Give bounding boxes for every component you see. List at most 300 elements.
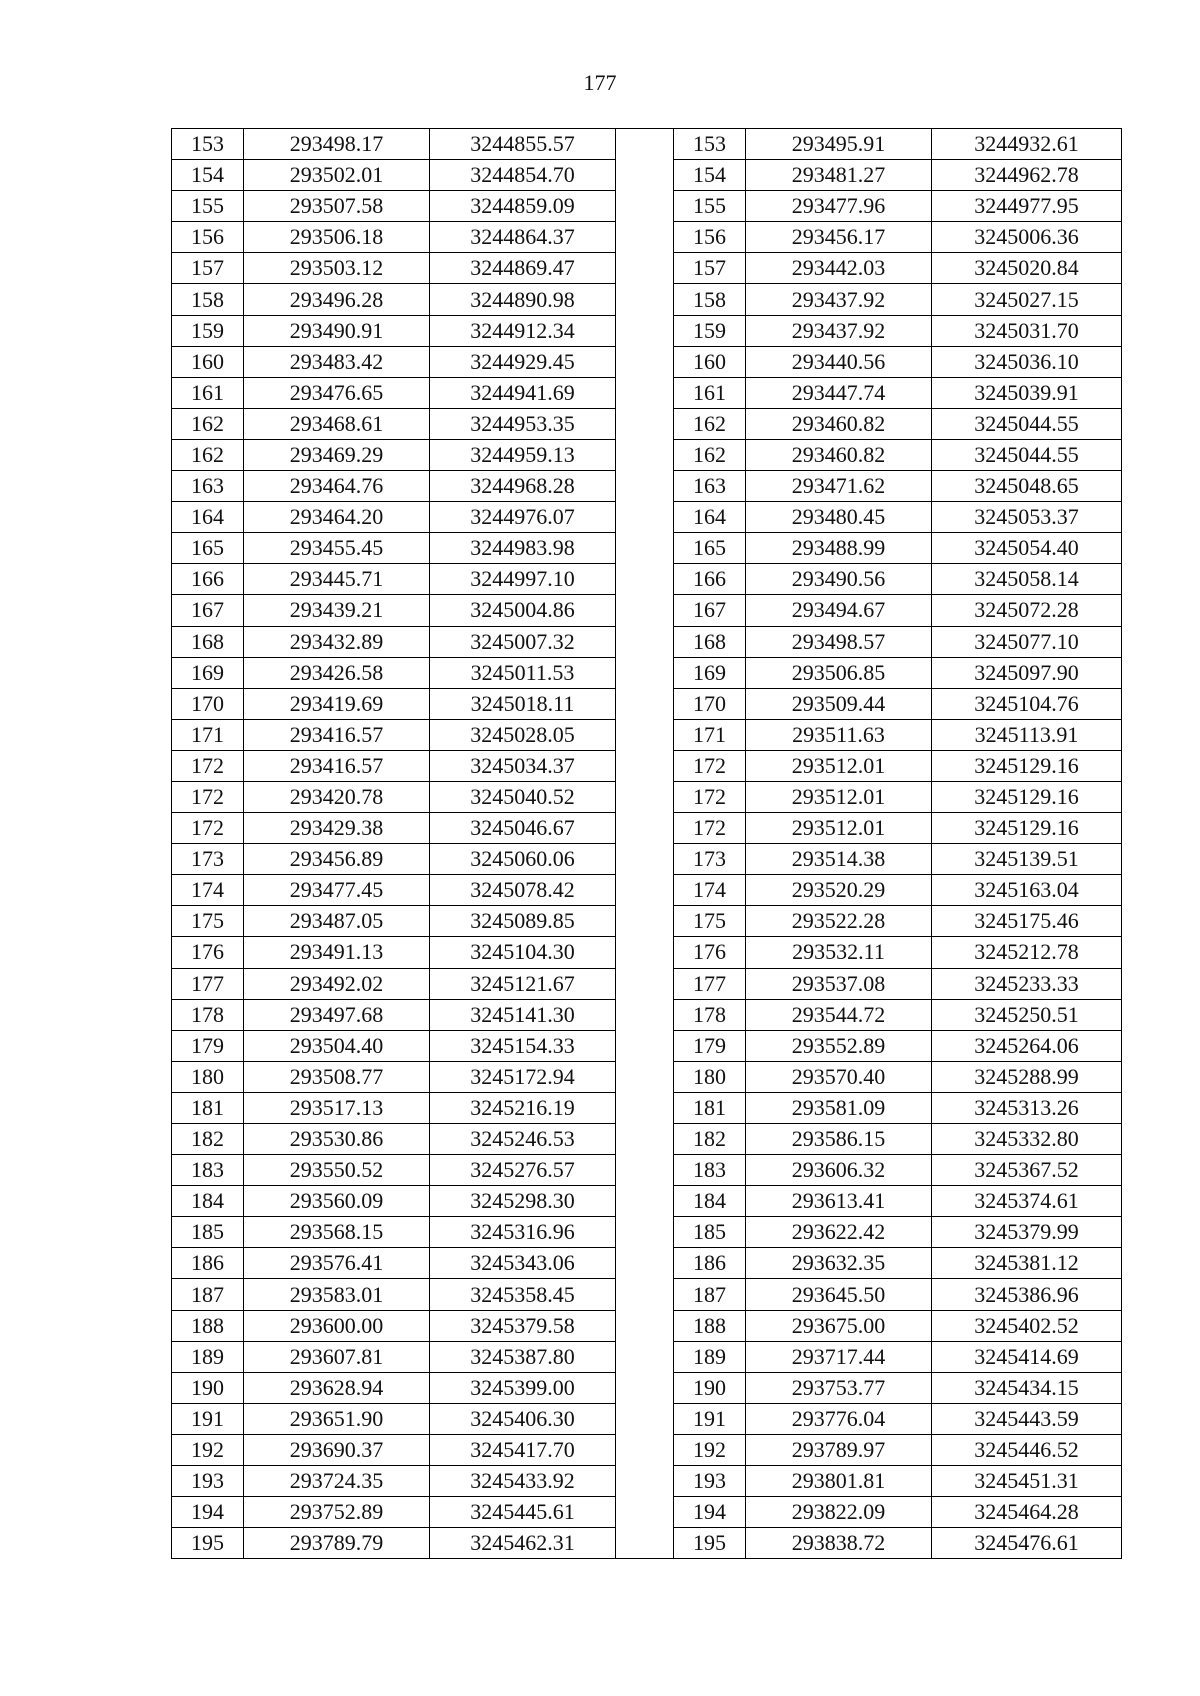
y-coordinate-left: 3244912.34 bbox=[430, 315, 616, 346]
y-coordinate-left: 3245298.30 bbox=[430, 1186, 616, 1217]
column-gap bbox=[616, 1030, 674, 1061]
y-coordinate-left: 3244953.35 bbox=[430, 408, 616, 439]
y-coordinate-right: 3244962.78 bbox=[932, 160, 1122, 191]
point-number-right: 177 bbox=[674, 968, 746, 999]
page-number: 177 bbox=[583, 70, 617, 95]
point-number-left: 169 bbox=[172, 657, 244, 688]
y-coordinate-right: 3245374.61 bbox=[932, 1186, 1122, 1217]
x-coordinate-right: 293537.08 bbox=[746, 968, 932, 999]
x-coordinate-right: 293442.03 bbox=[746, 253, 932, 284]
y-coordinate-left: 3244890.98 bbox=[430, 284, 616, 315]
x-coordinate-right: 293512.01 bbox=[746, 781, 932, 812]
point-number-left: 162 bbox=[172, 439, 244, 470]
column-gap bbox=[616, 1372, 674, 1403]
x-coordinate-right: 293498.57 bbox=[746, 626, 932, 657]
y-coordinate-left: 3245121.67 bbox=[430, 968, 616, 999]
column-gap bbox=[616, 688, 674, 719]
x-coordinate-left: 293476.65 bbox=[244, 377, 430, 408]
y-coordinate-right: 3245039.91 bbox=[932, 377, 1122, 408]
column-gap bbox=[616, 1434, 674, 1465]
column-gap bbox=[616, 222, 674, 253]
point-number-right: 167 bbox=[674, 595, 746, 626]
y-coordinate-left: 3244941.69 bbox=[430, 377, 616, 408]
y-coordinate-left: 3245040.52 bbox=[430, 781, 616, 812]
y-coordinate-right: 3245476.61 bbox=[932, 1528, 1122, 1559]
column-gap bbox=[616, 1403, 674, 1434]
point-number-right: 170 bbox=[674, 688, 746, 719]
point-number-left: 174 bbox=[172, 875, 244, 906]
point-number-left: 192 bbox=[172, 1434, 244, 1465]
table-row bbox=[172, 1497, 1122, 1528]
x-coordinate-left: 293503.12 bbox=[244, 253, 430, 284]
table-row bbox=[172, 315, 1122, 346]
y-coordinate-left: 3245276.57 bbox=[430, 1155, 616, 1186]
x-coordinate-left: 293600.00 bbox=[244, 1310, 430, 1341]
column-gap bbox=[616, 906, 674, 937]
table-row bbox=[172, 626, 1122, 657]
x-coordinate-right: 293437.92 bbox=[746, 284, 932, 315]
x-coordinate-left: 293455.45 bbox=[244, 533, 430, 564]
column-gap bbox=[616, 377, 674, 408]
point-number-left: 168 bbox=[172, 626, 244, 657]
point-number-right: 153 bbox=[674, 129, 746, 160]
table-row bbox=[172, 1466, 1122, 1497]
y-coordinate-left: 3245018.11 bbox=[430, 688, 616, 719]
y-coordinate-left: 3245060.06 bbox=[430, 844, 616, 875]
table-row bbox=[172, 564, 1122, 595]
x-coordinate-right: 293460.82 bbox=[746, 408, 932, 439]
x-coordinate-left: 293508.77 bbox=[244, 1061, 430, 1092]
x-coordinate-left: 293560.09 bbox=[244, 1186, 430, 1217]
column-gap bbox=[616, 1279, 674, 1310]
table-row bbox=[172, 813, 1122, 844]
point-number-left: 163 bbox=[172, 471, 244, 502]
y-coordinate-left: 3244983.98 bbox=[430, 533, 616, 564]
y-coordinate-right: 3245129.16 bbox=[932, 750, 1122, 781]
x-coordinate-left: 293530.86 bbox=[244, 1124, 430, 1155]
point-number-left: 193 bbox=[172, 1466, 244, 1497]
y-coordinate-left: 3244968.28 bbox=[430, 471, 616, 502]
y-coordinate-right: 3245053.37 bbox=[932, 502, 1122, 533]
point-number-right: 185 bbox=[674, 1217, 746, 1248]
x-coordinate-right: 293495.91 bbox=[746, 129, 932, 160]
point-number-left: 177 bbox=[172, 968, 244, 999]
table-row bbox=[172, 439, 1122, 470]
x-coordinate-right: 293789.97 bbox=[746, 1434, 932, 1465]
x-coordinate-left: 293464.20 bbox=[244, 502, 430, 533]
y-coordinate-right: 3245048.65 bbox=[932, 471, 1122, 502]
point-number-right: 159 bbox=[674, 315, 746, 346]
point-number-right: 164 bbox=[674, 502, 746, 533]
point-number-left: 154 bbox=[172, 160, 244, 191]
y-coordinate-right: 3245058.14 bbox=[932, 564, 1122, 595]
y-coordinate-right: 3245443.59 bbox=[932, 1403, 1122, 1434]
y-coordinate-left: 3245216.19 bbox=[430, 1092, 616, 1123]
y-coordinate-left: 3244864.37 bbox=[430, 222, 616, 253]
point-number-right: 175 bbox=[674, 906, 746, 937]
y-coordinate-left: 3244976.07 bbox=[430, 502, 616, 533]
point-number-left: 183 bbox=[172, 1155, 244, 1186]
column-gap bbox=[616, 750, 674, 781]
y-coordinate-left: 3245343.06 bbox=[430, 1248, 616, 1279]
column-gap bbox=[616, 813, 674, 844]
table-row bbox=[172, 750, 1122, 781]
x-coordinate-right: 293456.17 bbox=[746, 222, 932, 253]
y-coordinate-left: 3245011.53 bbox=[430, 657, 616, 688]
y-coordinate-left: 3245028.05 bbox=[430, 719, 616, 750]
point-number-left: 188 bbox=[172, 1310, 244, 1341]
x-coordinate-left: 293497.68 bbox=[244, 999, 430, 1030]
table-row bbox=[172, 1403, 1122, 1434]
y-coordinate-left: 3244959.13 bbox=[430, 439, 616, 470]
column-gap bbox=[616, 1186, 674, 1217]
y-coordinate-right: 3245036.10 bbox=[932, 346, 1122, 377]
x-coordinate-right: 293514.38 bbox=[746, 844, 932, 875]
y-coordinate-left: 3245387.80 bbox=[430, 1341, 616, 1372]
y-coordinate-left: 3245379.58 bbox=[430, 1310, 616, 1341]
x-coordinate-right: 293440.56 bbox=[746, 346, 932, 377]
point-number-right: 186 bbox=[674, 1248, 746, 1279]
table-row bbox=[172, 1279, 1122, 1310]
point-number-right: 161 bbox=[674, 377, 746, 408]
point-number-left: 184 bbox=[172, 1186, 244, 1217]
point-number-right: 171 bbox=[674, 719, 746, 750]
point-number-right: 193 bbox=[674, 1466, 746, 1497]
y-coordinate-right: 3245027.15 bbox=[932, 284, 1122, 315]
x-coordinate-right: 293522.28 bbox=[746, 906, 932, 937]
y-coordinate-right: 3245381.12 bbox=[932, 1248, 1122, 1279]
y-coordinate-left: 3245104.30 bbox=[430, 937, 616, 968]
x-coordinate-right: 293632.35 bbox=[746, 1248, 932, 1279]
column-gap bbox=[616, 595, 674, 626]
y-coordinate-right: 3245233.33 bbox=[932, 968, 1122, 999]
point-number-left: 191 bbox=[172, 1403, 244, 1434]
x-coordinate-left: 293487.05 bbox=[244, 906, 430, 937]
point-number-right: 160 bbox=[674, 346, 746, 377]
x-coordinate-right: 293801.81 bbox=[746, 1466, 932, 1497]
y-coordinate-right: 3245020.84 bbox=[932, 253, 1122, 284]
x-coordinate-right: 293586.15 bbox=[746, 1124, 932, 1155]
column-gap bbox=[616, 253, 674, 284]
point-number-right: 178 bbox=[674, 999, 746, 1030]
y-coordinate-right: 3245446.52 bbox=[932, 1434, 1122, 1465]
column-gap bbox=[616, 129, 674, 160]
y-coordinate-right: 3245077.10 bbox=[932, 626, 1122, 657]
y-coordinate-left: 3245078.42 bbox=[430, 875, 616, 906]
x-coordinate-right: 293753.77 bbox=[746, 1372, 932, 1403]
point-number-left: 157 bbox=[172, 253, 244, 284]
point-number-left: 194 bbox=[172, 1497, 244, 1528]
x-coordinate-left: 293628.94 bbox=[244, 1372, 430, 1403]
x-coordinate-left: 293690.37 bbox=[244, 1434, 430, 1465]
y-coordinate-right: 3245434.15 bbox=[932, 1372, 1122, 1403]
x-coordinate-left: 293469.29 bbox=[244, 439, 430, 470]
y-coordinate-right: 3245006.36 bbox=[932, 222, 1122, 253]
y-coordinate-right: 3245044.55 bbox=[932, 408, 1122, 439]
column-gap bbox=[616, 346, 674, 377]
point-number-right: 156 bbox=[674, 222, 746, 253]
y-coordinate-left: 3245462.31 bbox=[430, 1528, 616, 1559]
y-coordinate-left: 3245046.67 bbox=[430, 813, 616, 844]
table-row bbox=[172, 284, 1122, 315]
table-row bbox=[172, 875, 1122, 906]
y-coordinate-right: 3245379.99 bbox=[932, 1217, 1122, 1248]
table-row bbox=[172, 1155, 1122, 1186]
y-coordinate-right: 3245031.70 bbox=[932, 315, 1122, 346]
table-row bbox=[172, 968, 1122, 999]
x-coordinate-left: 293583.01 bbox=[244, 1279, 430, 1310]
x-coordinate-right: 293490.56 bbox=[746, 564, 932, 595]
x-coordinate-right: 293581.09 bbox=[746, 1092, 932, 1123]
table-row bbox=[172, 688, 1122, 719]
y-coordinate-left: 3244854.70 bbox=[430, 160, 616, 191]
point-number-left: 180 bbox=[172, 1061, 244, 1092]
y-coordinate-left: 3245154.33 bbox=[430, 1030, 616, 1061]
y-coordinate-left: 3245358.45 bbox=[430, 1279, 616, 1310]
point-number-left: 173 bbox=[172, 844, 244, 875]
point-number-right: 158 bbox=[674, 284, 746, 315]
column-gap bbox=[616, 564, 674, 595]
y-coordinate-right: 3245212.78 bbox=[932, 937, 1122, 968]
point-number-left: 175 bbox=[172, 906, 244, 937]
y-coordinate-right: 3245332.80 bbox=[932, 1124, 1122, 1155]
x-coordinate-right: 293675.00 bbox=[746, 1310, 932, 1341]
point-number-right: 192 bbox=[674, 1434, 746, 1465]
point-number-right: 181 bbox=[674, 1092, 746, 1123]
x-coordinate-left: 293752.89 bbox=[244, 1497, 430, 1528]
table-row bbox=[172, 377, 1122, 408]
x-coordinate-right: 293838.72 bbox=[746, 1528, 932, 1559]
y-coordinate-right: 3245451.31 bbox=[932, 1466, 1122, 1497]
y-coordinate-right: 3244932.61 bbox=[932, 129, 1122, 160]
x-coordinate-right: 293512.01 bbox=[746, 750, 932, 781]
x-coordinate-left: 293468.61 bbox=[244, 408, 430, 439]
y-coordinate-left: 3244869.47 bbox=[430, 253, 616, 284]
table-row bbox=[172, 160, 1122, 191]
y-coordinate-right: 3245163.04 bbox=[932, 875, 1122, 906]
point-number-right: 174 bbox=[674, 875, 746, 906]
x-coordinate-right: 293552.89 bbox=[746, 1030, 932, 1061]
x-coordinate-right: 293776.04 bbox=[746, 1403, 932, 1434]
x-coordinate-left: 293607.81 bbox=[244, 1341, 430, 1372]
x-coordinate-left: 293490.91 bbox=[244, 315, 430, 346]
point-number-left: 153 bbox=[172, 129, 244, 160]
point-number-left: 166 bbox=[172, 564, 244, 595]
point-number-left: 170 bbox=[172, 688, 244, 719]
y-coordinate-left: 3244929.45 bbox=[430, 346, 616, 377]
point-number-right: 162 bbox=[674, 439, 746, 470]
x-coordinate-left: 293445.71 bbox=[244, 564, 430, 595]
y-coordinate-left: 3245172.94 bbox=[430, 1061, 616, 1092]
point-number-right: 169 bbox=[674, 657, 746, 688]
column-gap bbox=[616, 781, 674, 812]
point-number-left: 185 bbox=[172, 1217, 244, 1248]
x-coordinate-left: 293477.45 bbox=[244, 875, 430, 906]
column-gap bbox=[616, 284, 674, 315]
y-coordinate-right: 3245367.52 bbox=[932, 1155, 1122, 1186]
point-number-right: 191 bbox=[674, 1403, 746, 1434]
x-coordinate-right: 293471.62 bbox=[746, 471, 932, 502]
point-number-right: 173 bbox=[674, 844, 746, 875]
column-gap bbox=[616, 719, 674, 750]
table-row bbox=[172, 471, 1122, 502]
table-row bbox=[172, 906, 1122, 937]
x-coordinate-right: 293437.92 bbox=[746, 315, 932, 346]
table-row bbox=[172, 222, 1122, 253]
y-coordinate-left: 3245417.70 bbox=[430, 1434, 616, 1465]
table-row bbox=[172, 1528, 1122, 1559]
x-coordinate-left: 293550.52 bbox=[244, 1155, 430, 1186]
table-row bbox=[172, 191, 1122, 222]
x-coordinate-left: 293506.18 bbox=[244, 222, 430, 253]
y-coordinate-right: 3245044.55 bbox=[932, 439, 1122, 470]
x-coordinate-left: 293507.58 bbox=[244, 191, 430, 222]
y-coordinate-left: 3245406.30 bbox=[430, 1403, 616, 1434]
x-coordinate-right: 293645.50 bbox=[746, 1279, 932, 1310]
table-row bbox=[172, 408, 1122, 439]
point-number-right: 182 bbox=[674, 1124, 746, 1155]
column-gap bbox=[616, 1341, 674, 1372]
point-number-left: 162 bbox=[172, 408, 244, 439]
x-coordinate-left: 293439.21 bbox=[244, 595, 430, 626]
table-row bbox=[172, 1248, 1122, 1279]
point-number-right: 172 bbox=[674, 781, 746, 812]
column-gap bbox=[616, 502, 674, 533]
column-gap bbox=[616, 439, 674, 470]
column-gap bbox=[616, 937, 674, 968]
x-coordinate-left: 293502.01 bbox=[244, 160, 430, 191]
point-number-right: 165 bbox=[674, 533, 746, 564]
point-number-right: 168 bbox=[674, 626, 746, 657]
x-coordinate-left: 293483.42 bbox=[244, 346, 430, 377]
column-gap bbox=[616, 968, 674, 999]
y-coordinate-left: 3245089.85 bbox=[430, 906, 616, 937]
x-coordinate-right: 293532.11 bbox=[746, 937, 932, 968]
y-coordinate-right: 3245402.52 bbox=[932, 1310, 1122, 1341]
x-coordinate-right: 293477.96 bbox=[746, 191, 932, 222]
x-coordinate-left: 293517.13 bbox=[244, 1092, 430, 1123]
y-coordinate-left: 3244859.09 bbox=[430, 191, 616, 222]
table-row bbox=[172, 129, 1122, 160]
point-number-left: 195 bbox=[172, 1528, 244, 1559]
column-gap bbox=[616, 875, 674, 906]
point-number-right: 154 bbox=[674, 160, 746, 191]
table-row bbox=[172, 1372, 1122, 1403]
x-coordinate-right: 293512.01 bbox=[746, 813, 932, 844]
point-number-left: 172 bbox=[172, 781, 244, 812]
column-gap bbox=[616, 1217, 674, 1248]
x-coordinate-left: 293426.58 bbox=[244, 657, 430, 688]
x-coordinate-left: 293416.57 bbox=[244, 719, 430, 750]
x-coordinate-left: 293456.89 bbox=[244, 844, 430, 875]
y-coordinate-left: 3245004.86 bbox=[430, 595, 616, 626]
x-coordinate-left: 293724.35 bbox=[244, 1466, 430, 1497]
x-coordinate-right: 293480.45 bbox=[746, 502, 932, 533]
table-row bbox=[172, 1434, 1122, 1465]
table-row bbox=[172, 999, 1122, 1030]
y-coordinate-left: 3245007.32 bbox=[430, 626, 616, 657]
column-gap bbox=[616, 1248, 674, 1279]
table-row bbox=[172, 781, 1122, 812]
x-coordinate-right: 293481.27 bbox=[746, 160, 932, 191]
point-number-right: 194 bbox=[674, 1497, 746, 1528]
column-gap bbox=[616, 999, 674, 1030]
y-coordinate-right: 3245250.51 bbox=[932, 999, 1122, 1030]
point-number-right: 163 bbox=[674, 471, 746, 502]
column-gap bbox=[616, 408, 674, 439]
column-gap bbox=[616, 657, 674, 688]
table-row bbox=[172, 502, 1122, 533]
column-gap bbox=[616, 315, 674, 346]
point-number-left: 190 bbox=[172, 1372, 244, 1403]
x-coordinate-right: 293488.99 bbox=[746, 533, 932, 564]
column-gap bbox=[616, 1310, 674, 1341]
point-number-right: 157 bbox=[674, 253, 746, 284]
column-gap bbox=[616, 626, 674, 657]
x-coordinate-left: 293416.57 bbox=[244, 750, 430, 781]
point-number-right: 195 bbox=[674, 1528, 746, 1559]
point-number-left: 164 bbox=[172, 502, 244, 533]
point-number-right: 162 bbox=[674, 408, 746, 439]
point-number-left: 176 bbox=[172, 937, 244, 968]
x-coordinate-right: 293822.09 bbox=[746, 1497, 932, 1528]
column-gap bbox=[616, 1124, 674, 1155]
table-row bbox=[172, 253, 1122, 284]
x-coordinate-right: 293613.41 bbox=[746, 1186, 932, 1217]
column-gap bbox=[616, 533, 674, 564]
table-row bbox=[172, 1061, 1122, 1092]
x-coordinate-left: 293492.02 bbox=[244, 968, 430, 999]
column-gap bbox=[616, 471, 674, 502]
column-gap bbox=[616, 1092, 674, 1123]
y-coordinate-right: 3245313.26 bbox=[932, 1092, 1122, 1123]
table-row bbox=[172, 1341, 1122, 1372]
point-number-left: 181 bbox=[172, 1092, 244, 1123]
point-number-right: 180 bbox=[674, 1061, 746, 1092]
column-gap bbox=[616, 191, 674, 222]
y-coordinate-right: 3244977.95 bbox=[932, 191, 1122, 222]
table-row bbox=[172, 657, 1122, 688]
point-number-right: 190 bbox=[674, 1372, 746, 1403]
table-row bbox=[172, 1310, 1122, 1341]
point-number-left: 159 bbox=[172, 315, 244, 346]
y-coordinate-right: 3245175.46 bbox=[932, 906, 1122, 937]
point-number-left: 186 bbox=[172, 1248, 244, 1279]
table-row bbox=[172, 595, 1122, 626]
table-row bbox=[172, 533, 1122, 564]
point-number-left: 172 bbox=[172, 813, 244, 844]
y-coordinate-right: 3245129.16 bbox=[932, 813, 1122, 844]
column-gap bbox=[616, 1497, 674, 1528]
table-row bbox=[172, 1124, 1122, 1155]
x-coordinate-left: 293504.40 bbox=[244, 1030, 430, 1061]
point-number-right: 166 bbox=[674, 564, 746, 595]
y-coordinate-left: 3245399.00 bbox=[430, 1372, 616, 1403]
point-number-left: 165 bbox=[172, 533, 244, 564]
point-number-left: 167 bbox=[172, 595, 244, 626]
x-coordinate-left: 293491.13 bbox=[244, 937, 430, 968]
y-coordinate-right: 3245104.76 bbox=[932, 688, 1122, 719]
x-coordinate-left: 293568.15 bbox=[244, 1217, 430, 1248]
x-coordinate-right: 293717.44 bbox=[746, 1341, 932, 1372]
column-gap bbox=[616, 1466, 674, 1497]
point-number-right: 155 bbox=[674, 191, 746, 222]
point-number-left: 156 bbox=[172, 222, 244, 253]
x-coordinate-left: 293419.69 bbox=[244, 688, 430, 719]
x-coordinate-right: 293460.82 bbox=[746, 439, 932, 470]
point-number-left: 178 bbox=[172, 999, 244, 1030]
x-coordinate-right: 293544.72 bbox=[746, 999, 932, 1030]
